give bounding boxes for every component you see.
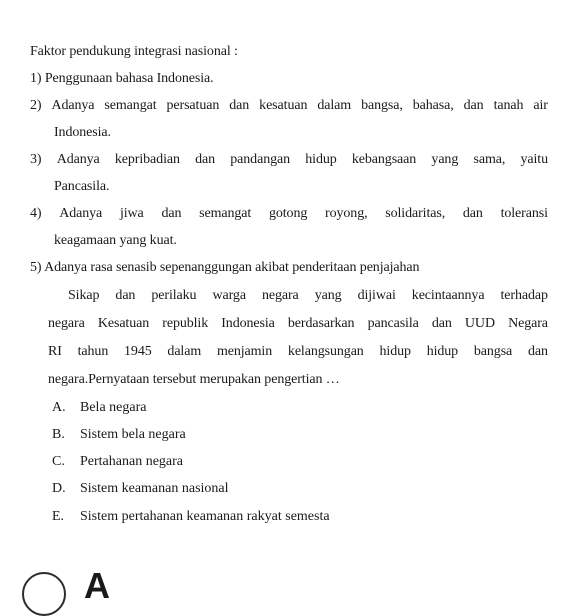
option-c-text: Pertahanan negara [80,454,183,469]
word: Kesatuan [97,316,150,331]
word: Negara [508,316,548,331]
word: tahun [77,344,109,359]
bottom-option-letter: A [84,565,110,606]
word: royong, [325,206,368,221]
word: negara [261,288,299,303]
option-d-letter: D. [52,481,66,496]
word: jiwa [119,206,144,221]
word: perilaku [151,288,197,303]
word: yang [431,152,459,167]
word: dalam [167,344,202,359]
word: Indonesia [221,316,275,331]
word: air [533,98,548,113]
word: pancasila [367,316,419,331]
option-c-letter: C. [52,454,65,469]
option-b-letter: B. [52,427,65,442]
word: Sikap [68,288,100,303]
word: dan [161,206,182,221]
word: menjamin [216,344,273,359]
word: solidaritas, [385,206,446,221]
word: dan [463,98,484,113]
option-a-text: Bela negara [80,400,147,415]
word: hidup [426,344,459,359]
word: Adanya [56,152,100,167]
factor-3-line-1 [30,151,548,169]
word: pandangan [230,152,291,167]
word: yaitu [520,152,548,167]
word: negara [48,316,85,331]
word: persatuan [166,98,220,113]
word: toleransi [500,206,548,221]
word: berdasarkan [287,316,355,331]
factor-2-line-2: Indonesia. [54,125,111,140]
word: dan [195,152,216,167]
word: warga [212,288,246,303]
word: dan [527,344,548,359]
word: gotong [268,206,308,221]
word: terhadap [500,288,548,303]
word: kesatuan [259,98,308,113]
factor-5: 5) Adanya rasa senasib sepenanggungan akibat penderitaan penjajahan [30,260,420,275]
word: 4) [30,206,42,221]
word: dan [229,98,250,113]
word: semangat [199,206,252,221]
option-e-letter: E. [52,509,65,524]
word: dan [462,206,483,221]
factor-2-line-1 [30,97,548,115]
question-line-2 [48,315,548,333]
word: republik [162,316,209,331]
word: UUD [464,316,495,331]
radio-circle-icon[interactable] [22,572,66,616]
question-line-1 [68,287,548,305]
word: dijiwai [357,288,396,303]
word: semangat [104,98,157,113]
word: yang [314,288,342,303]
word: dan [431,316,452,331]
word: tanah [493,98,524,113]
question-line-4: negara.Pernyataan tersebut merupakan pengertian … [48,372,340,387]
word: bahasa, [412,98,454,113]
factor-4-line-1 [30,205,548,223]
option-a-letter: A. [52,400,66,415]
word: kelangsungan [287,344,364,359]
word: Adanya [51,98,95,113]
factor-4-line-2: keagamaan yang kuat. [54,233,177,248]
word: dalam [317,98,352,113]
word: sama, [473,152,506,167]
word: Adanya [59,206,103,221]
word: hidup [379,344,411,359]
factor-1: 1) Penggunaan bahasa Indonesia. [30,71,214,86]
word: bangsa [473,344,513,359]
option-e-text: Sistem pertahanan keamanan rakyat semesta [80,509,330,524]
question-line-3 [48,343,548,361]
word: 2) [30,98,42,113]
option-b-text: Sistem bela negara [80,427,186,442]
word: dan [115,288,136,303]
option-d-text: Sistem keamanan nasional [80,481,229,496]
word: hidup [305,152,337,167]
word: kebangsaan [351,152,417,167]
heading: Faktor pendukung integrasi nasional : [30,44,238,59]
word: bangsa, [361,98,403,113]
word: 3) [30,152,42,167]
word: kecintaannya [411,288,485,303]
word: RI [48,344,62,359]
word: 1945 [124,344,152,359]
factor-3-line-2: Pancasila. [54,179,110,194]
word: kepribadian [114,152,180,167]
